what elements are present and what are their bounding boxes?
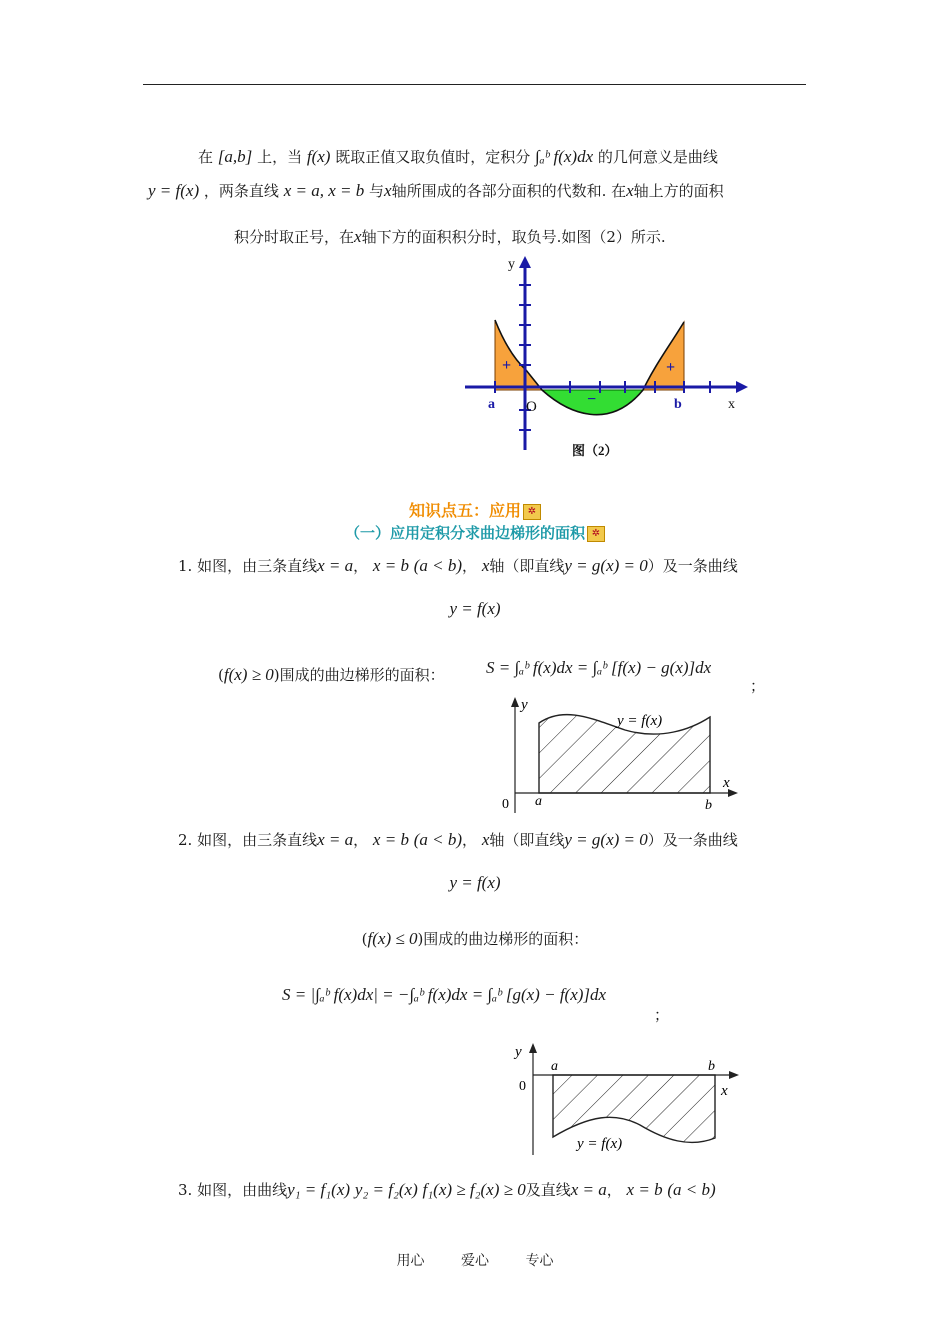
math: f(x) ≥ 0 [223, 665, 274, 684]
item2-cond [0, 928, 950, 950]
math: f(x) ≤ 0 [367, 929, 418, 948]
y-arrow [519, 256, 531, 268]
x-label: x [721, 1083, 728, 1099]
b-label: b [708, 1059, 715, 1074]
math: x = b [372, 556, 409, 575]
item1-curve [0, 598, 950, 620]
text: ， [353, 557, 369, 575]
item1-formula [486, 657, 711, 679]
b-label: b [705, 798, 712, 813]
section-title-text: 知识点五：应用 [408, 501, 521, 520]
item2-curve [0, 872, 950, 894]
math-curve: y = f(x) [148, 181, 200, 200]
text: ， [462, 557, 478, 575]
text: ， [462, 831, 478, 849]
page-footer [0, 1250, 950, 1270]
math: f₁(x) ≥ f₂(x) ≥ 0 [422, 1180, 526, 1199]
math-formula: S = ∫ₐᵇ f(x)dx = ∫ₐᵇ [f(x) − g(x)]dx [486, 658, 712, 677]
text: ）及一条曲线 [647, 831, 738, 849]
item2-formula [282, 984, 606, 1006]
text: ； [750, 677, 766, 695]
text: ， [353, 831, 369, 849]
text: 轴下方的面积积分时，取负号.如图（2）所示. [361, 228, 666, 246]
anchor-icon: ✲ [587, 526, 605, 542]
footer-text: 专心 [525, 1253, 554, 1269]
math-x: x [384, 181, 392, 200]
footer-text: 爱心 [461, 1253, 489, 1269]
anchor-icon: ✲ [523, 504, 541, 520]
b-label: b [674, 397, 682, 412]
para1-line2 [148, 180, 724, 202]
text: 积分时取正号，在 [234, 228, 355, 246]
para1-line3 [234, 226, 666, 248]
figure-3 [495, 695, 745, 820]
x-label: x [723, 775, 730, 791]
figure-2 [460, 250, 760, 465]
math: y = g(x) = 0 [564, 556, 648, 575]
text: 轴所围成的各部分面积的代数和. 在 [391, 182, 627, 200]
math: x = b [626, 1180, 663, 1199]
item1-cond [218, 664, 445, 686]
text: 轴（即直线 [489, 557, 565, 575]
y-arrow [511, 697, 519, 707]
origin-label: 0 [519, 1079, 526, 1094]
math: (a < b) [413, 830, 463, 849]
section-subtitle [0, 522, 950, 544]
text: ( [361, 930, 368, 948]
item3-line1 [178, 1179, 716, 1201]
figure-caption: 图（2） [572, 443, 618, 458]
text: 3. 如图，由曲线 [178, 1181, 288, 1199]
text: 在 [198, 148, 214, 166]
math: x [481, 556, 490, 575]
math: y₁ = f₁(x) [287, 1180, 351, 1199]
a-label: a [551, 1059, 558, 1074]
math-integral: ∫ₐᵇ f(x)dx [535, 147, 594, 166]
y-label: y [508, 257, 515, 272]
section-subtitle-text: （一）应用定积分求曲边梯形的面积 [344, 524, 585, 542]
math-x: x [354, 227, 362, 246]
item1-semicolon [750, 675, 765, 697]
origin-label: O [526, 399, 537, 415]
math-curve: y = f(x) [449, 873, 501, 892]
math: x = a [317, 556, 354, 575]
text: ( [218, 666, 224, 684]
y-label: y [521, 697, 528, 713]
text: )围成的曲边梯形的面积： [417, 930, 589, 948]
figure-4 [505, 1040, 745, 1160]
text: 的几何意义是曲线 [597, 148, 718, 166]
math: x = a [317, 830, 354, 849]
header-rule [143, 84, 806, 85]
text: 1. 如图，由三条直线 [178, 557, 318, 575]
math-lines: x = a, x = b [283, 181, 365, 200]
a-label: a [535, 794, 542, 809]
x-arrow [729, 1071, 739, 1079]
math-x: x [626, 181, 634, 200]
curve-label: y = f(x) [577, 1136, 623, 1152]
footer-text: 用心 [396, 1253, 425, 1269]
text: 轴上方的面积 [633, 182, 724, 200]
para1-line1 [198, 146, 718, 168]
math-formula: S = |∫ₐᵇ f(x)dx| = −∫ₐᵇ f(x)dx = ∫ₐᵇ [g(x) − f(x)]dx [282, 985, 607, 1004]
text: 及直线 [525, 1181, 571, 1199]
text: ）及一条曲线 [647, 557, 738, 575]
math: y = g(x) = 0 [564, 830, 648, 849]
item1-line1 [178, 555, 738, 577]
math-fx: f(x) [306, 147, 331, 166]
math-interval: [a,b] [217, 147, 253, 166]
y-label: y [515, 1044, 522, 1060]
math-curve: y = f(x) [449, 599, 501, 618]
plus-sign-right: + [666, 359, 676, 376]
text: 上，当 [257, 148, 303, 166]
a-label: a [488, 397, 495, 412]
text: 既取正值又取负值时，定积分 [335, 148, 531, 166]
text: 与 [369, 182, 385, 200]
text: )围成的曲边梯形的面积： [273, 666, 445, 684]
area-region [553, 1075, 715, 1142]
text: ，两条直线 [203, 182, 279, 200]
text: ； [654, 1006, 670, 1024]
math: x = b [372, 830, 409, 849]
origin-label: 0 [502, 797, 509, 812]
math: x = a [570, 1180, 607, 1199]
plus-sign-left: + [502, 357, 512, 374]
section-title [0, 500, 950, 522]
text: ， [606, 1181, 622, 1199]
math: (a < b) [667, 1180, 716, 1199]
x-arrow [736, 381, 748, 393]
text: 轴（即直线 [489, 831, 565, 849]
y-arrow [529, 1043, 537, 1053]
math: y₂ = f₂(x) [354, 1180, 418, 1199]
item2-line1 [178, 829, 738, 851]
math: x [481, 830, 490, 849]
positive-region-left [495, 320, 542, 390]
math: (a < b) [413, 556, 463, 575]
x-label: x [728, 397, 735, 412]
minus-sign: − [587, 391, 597, 408]
curve-label: y = f(x) [617, 713, 663, 729]
text: 2. 如图，由三条直线 [178, 831, 318, 849]
item2-semicolon [654, 1004, 669, 1026]
